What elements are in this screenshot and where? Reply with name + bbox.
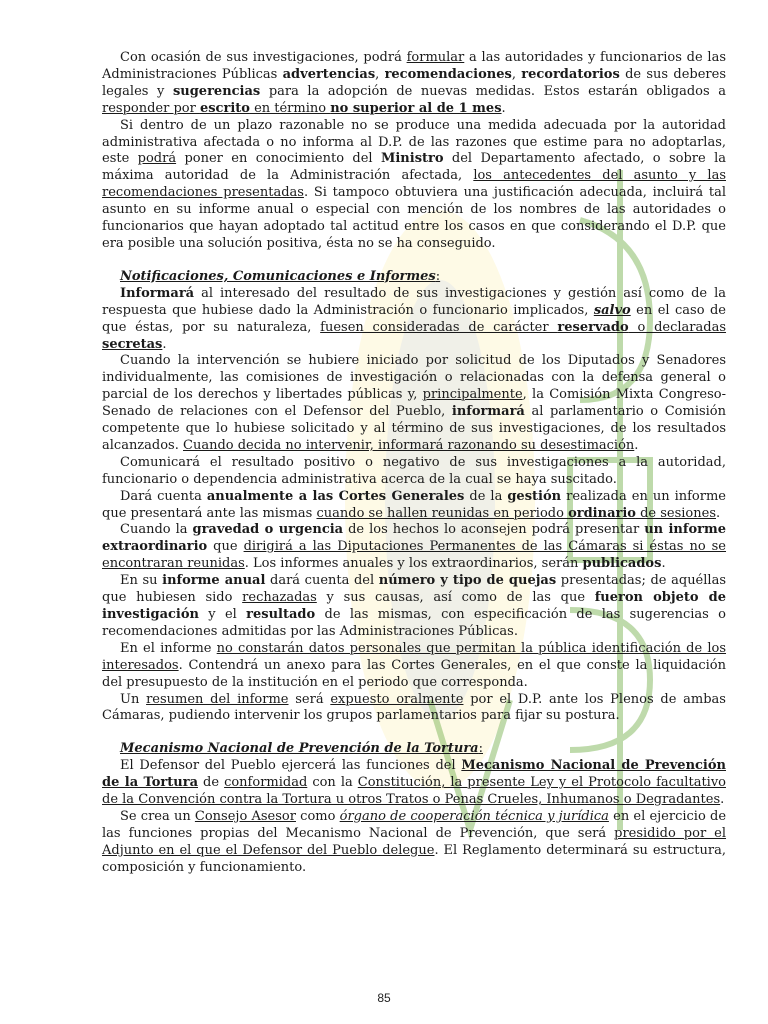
- text-run: Dará cuenta: [120, 488, 207, 504]
- text-run: . El Reglamento determinará su estructura, composición y funcionamiento.: [102, 842, 726, 875]
- text-run: para la adopción de nuevas medidas. Estos estarán obligados a: [260, 83, 727, 99]
- text-run: dará cuenta del: [265, 573, 379, 589]
- text-run: Cuando la: [120, 522, 193, 538]
- text-run: dirigirá a las Diputaciones Permanentes de las Cámaras si éstas no se encontraran reunidas: [102, 539, 727, 572]
- text-run: Un: [120, 691, 147, 707]
- text-run: . Si tampoco obtuviera una justificación adecuada, incluirá tal asunto en su informe anual o especial con mención de los nombres de las autoridades o funcionarios que hayan adoptado tal actitud entre los casos en que considerando el D.P. que era posible una solución positiva, ésta no se ha conseguido.: [102, 185, 726, 251]
- text-run: como: [295, 808, 340, 824]
- text-run: sugerencias: [172, 83, 261, 99]
- text-run: en término: [249, 100, 331, 116]
- text-run: y el: [198, 607, 247, 622]
- text-run: presentadas; de aquéllas que hubiesen sido: [102, 573, 726, 606]
- text-run: Ministro: [380, 151, 444, 167]
- page-number: 85: [377, 991, 391, 1005]
- text-run: El Defensor del Pueblo ejercerá las funciones del: [120, 758, 462, 774]
- text-run: en el ejercicio de las funciones propias del Mecanismo Nacional de Prevención, que será: [102, 808, 727, 841]
- text-run: un informe extraordinario: [102, 522, 727, 555]
- text-run: . Contendrá un anexo para las Cortes Generales, en el que conste la liquidación del presupuesto de la institución en el periodo que corresponda.: [102, 657, 726, 690]
- section-notificaciones: [102, 286, 726, 726]
- text-run: al interesado del resultado de sus investigaciones y gestión así como de la respuesta que hubiese dado la Administración o funcionario implicados,: [102, 285, 726, 318]
- text-run: en el caso de que éstas, por su naturaleza,: [102, 302, 726, 335]
- text-run: informe anual: [162, 573, 266, 589]
- text-run: informará: [451, 404, 525, 420]
- paragraph: [102, 118, 726, 253]
- paragraph: [102, 455, 726, 489]
- paragraph: [102, 641, 726, 692]
- text-run: Consejo Asesor: [194, 808, 296, 824]
- text-run: gestión: [507, 488, 562, 504]
- text-run: fuesen consideradas de carácter: [320, 319, 558, 335]
- text-run: publicados: [582, 556, 662, 572]
- text-run: y sus causas, así como de las que: [316, 590, 595, 606]
- text-run: conformidad: [224, 775, 308, 791]
- paragraph: [102, 809, 726, 877]
- paragraph: [102, 692, 726, 726]
- text-run: .: [501, 100, 506, 116]
- text-run: .: [661, 556, 666, 572]
- text-run: reservado: [557, 319, 629, 335]
- text-run: gravedad o urgencia: [192, 522, 344, 538]
- text-run: En su: [120, 573, 163, 589]
- text-run: Si dentro de un plazo razonable no se produce una medida adecuada por la autoridad administrativa afectada o no informa al D.P. de las razones que estime para no adoptarlas, este: [102, 117, 726, 167]
- text-run: Comunicará el resultado positivo o negativo de sus investigaciones a la autoridad, funcionario o dependencia administrativa acerca de la cual se haya suscitado.: [102, 454, 726, 487]
- paragraph: [102, 353, 726, 454]
- text-run: presidido por el Adjunto en el que el Defensor del Pueblo delegue: [102, 825, 727, 858]
- text-run: órgano de cooperación técnica y jurídica: [339, 808, 609, 824]
- text-run: no superior al de 1 mes: [330, 100, 502, 116]
- text-run: fueron objeto de investigación: [102, 590, 726, 622]
- section-mecanismo: [102, 758, 726, 876]
- text-run: . Los informes anuales y los extraordinarios, serán: [244, 556, 583, 572]
- text-run: no constarán datos personales que permitan la pública identificación de los interesados: [102, 640, 727, 673]
- text-run: rechazadas: [242, 590, 317, 606]
- text-run: Con ocasión de sus investigaciones, podrá: [120, 50, 407, 65]
- text-run: de sesiones: [635, 505, 716, 521]
- text-run: escrito: [199, 100, 250, 116]
- text-run: , la Comisión Mixta Congreso-Senado de relaciones con el Defensor del Pueblo,: [102, 387, 726, 420]
- text-run: .: [720, 792, 725, 808]
- paragraph: [102, 573, 726, 641]
- text-run: advertencias: [282, 66, 376, 82]
- text-run: del Departamento afectado, o sobre la máxima autoridad de la Administración afectada,: [102, 151, 726, 184]
- text-run: resultado: [246, 607, 316, 622]
- text-run: poner en conocimiento del: [176, 151, 381, 167]
- document-body: [102, 50, 726, 877]
- text-run: ordinario: [568, 505, 636, 521]
- text-run: .: [162, 336, 167, 352]
- text-run: resumen del informe: [146, 691, 289, 707]
- text-run: Se crea un: [120, 808, 195, 824]
- text-run: Informará: [120, 285, 195, 301]
- text-run: será: [288, 691, 331, 707]
- text-run: realizada en un informe que presentará ante las mismas: [102, 488, 726, 521]
- text-run: secretas: [102, 336, 163, 352]
- text-run: de las mismas, con especificación de las sugerencias o recomendaciones admitidas por las Administraciones Públicas.: [102, 607, 726, 639]
- text-run: Constitución, la presente Ley y el Protocolo facultativo de la Convención contra la Tortura u otros Tratos o Penas Crueles, Inhumanos o Degradantes: [102, 775, 726, 808]
- text-run: de: [198, 775, 225, 791]
- text-run: expuesto oralmente: [330, 691, 464, 707]
- text-run: a las autoridades y funcionarios de las Administraciones Públicas: [102, 50, 726, 82]
- paragraph: [102, 522, 726, 573]
- text-run: de la: [464, 488, 508, 504]
- text-run: cuando se hallen reunidas en periodo: [316, 505, 569, 521]
- paragraph: [102, 50, 726, 118]
- text-run: recomendaciones: [384, 66, 512, 82]
- text-run: de sus deberes legales y: [102, 66, 726, 99]
- text-run: Mecanismo Nacional de Prevención de la Tortura: [102, 758, 726, 791]
- section-heading: Mecanismo Nacional de Prevención de la Tortura:: [120, 741, 483, 757]
- text-run: de los hechos lo aconsejen podrá presentar: [343, 522, 645, 538]
- text-run: número y tipo de quejas: [378, 573, 557, 589]
- text-run: anualmente a las Cortes Generales: [206, 488, 465, 504]
- text-run: por el D.P. ante los Plenos de ambas Cámaras, pudiendo intervenir los grupos parlamentarios para fijar su postura.: [102, 691, 726, 724]
- text-run: .: [716, 505, 721, 521]
- text-run: que: [207, 539, 244, 555]
- text-run: recordatorios: [521, 66, 620, 82]
- text-run: con la: [307, 775, 358, 791]
- text-run: podrá: [137, 151, 177, 167]
- text-run: Cuando decida no intervenir, informará razonando su desestimación: [183, 437, 635, 453]
- text-run: ,: [511, 66, 522, 82]
- text-run: formular: [406, 50, 465, 65]
- text-run: ,: [375, 66, 385, 82]
- text-run: principalmente: [422, 387, 523, 403]
- paragraph: [102, 286, 726, 354]
- paragraph: [102, 758, 726, 809]
- section-heading: Notificaciones, Comunicaciones e Informes:: [120, 268, 441, 284]
- text-run: salvo: [593, 302, 631, 318]
- text-run: responder por: [102, 100, 200, 116]
- text-run: .: [634, 437, 639, 453]
- text-run: Cuando la intervención se hubiere iniciado por solicitud de los Diputados y Senadores individualmente, las comisiones de investigación o relacionadas con la defensa general o parcial de los derechos y libertades públicas y,: [102, 353, 726, 403]
- text-run: los antecedentes del asunto y las recomendaciones presentadas: [102, 168, 726, 201]
- paragraph: [102, 489, 726, 523]
- text-run: En el informe: [120, 640, 217, 656]
- text-run: al parlamentario o Comisión competente que lo hubiese solicitado y al término de sus investigaciones, de los resultados alcanzados.: [102, 404, 726, 453]
- text-run: o declaradas: [628, 319, 727, 335]
